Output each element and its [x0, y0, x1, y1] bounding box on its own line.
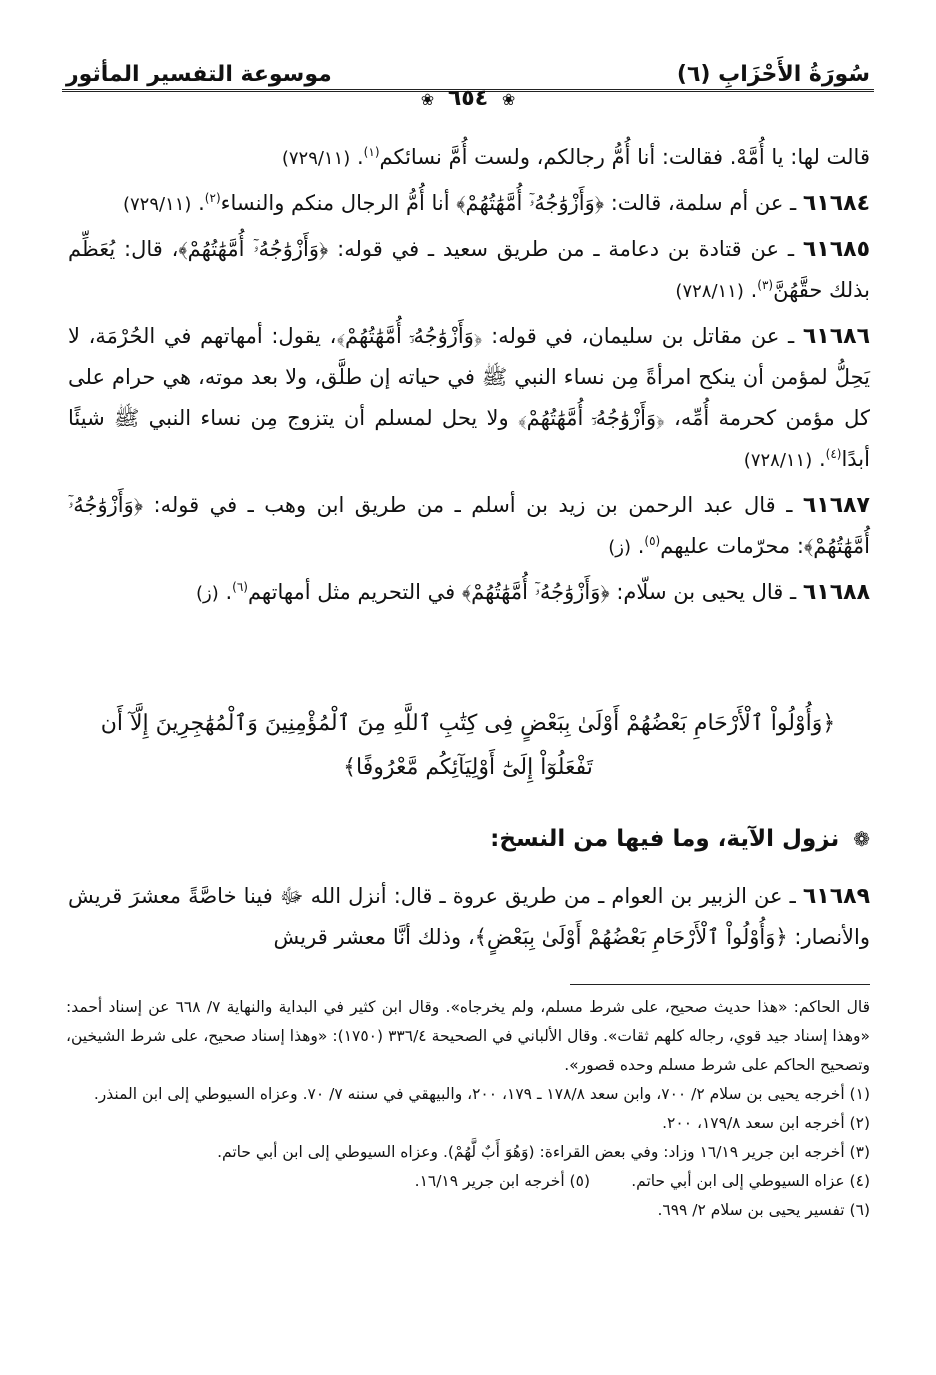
paragraph-text: قالت لها: يا أُمَّهْ. فقالت: أنا أُمُّ رجالكم، ولست أُمَّ نسائكم	[379, 145, 870, 169]
footnote-divider	[570, 984, 870, 985]
hadith-number: ٦١٦٨٩	[802, 884, 870, 909]
footnote: (٥) أخرجه ابن جرير ١٦/١٩.	[414, 1172, 590, 1190]
hadith-number: ٦١٦٨٧	[802, 493, 870, 518]
hadith-number: ٦١٦٨٦	[802, 324, 870, 349]
ornament-icon: ❀	[501, 90, 516, 109]
volume-reference: (ز)	[196, 583, 219, 604]
footnote: (٢) أخرجه ابن سعد ١٧٩/٨، ٢٠٠.	[662, 1114, 870, 1132]
hadith-number: ٦١٦٨٨	[802, 580, 870, 605]
footnote: (٦) تفسير يحيى بن سلام ٢/ ٦٩٩.	[657, 1201, 870, 1219]
footnote-marker: (٥)	[644, 534, 661, 548]
paragraph-text: ـ قال يحيى بن سلّام: ﴿وَأَزْوَٰجُهُۥٓ أُمَّهَٰتُهُمْ﴾ في التحريم مثل أمهاتهم	[247, 580, 797, 604]
ornament-icon: ❀	[420, 90, 435, 109]
volume-reference: (٧٢٨/١١)	[743, 450, 813, 471]
book-title: موسوعة التفسير المأثور	[66, 61, 332, 87]
paragraph	[68, 485, 870, 568]
paragraph-text: ـ عن أم سلمة، قالت: ﴿وَأَزْوَٰجُهُۥٓ أُمَّهَٰتُهُمْ﴾ أنا أُمُّ الرجال منكم والنساء	[220, 191, 797, 215]
paragraph-text-end: .	[637, 534, 645, 558]
main-text-continued	[68, 876, 870, 958]
paragraph	[68, 316, 870, 481]
paragraph-text-end: .	[818, 447, 826, 471]
surah-title: سُورَةُ الأَحْزَابِ (٦)	[676, 61, 870, 87]
paragraph-text: ـ قال عبد الرحمن بن زيد بن أسلم ـ من طريق ابن وهب ـ في قوله: ﴿وَأَزْوَٰجُهُۥٓ أُمَّهَٰتُهُمْ﴾: محرّمات عليهم	[68, 493, 870, 558]
paragraph	[68, 183, 870, 225]
footnote-pair	[66, 1167, 870, 1196]
flower-ornament-icon: ❁	[853, 827, 870, 851]
footnotes	[66, 993, 870, 1225]
paragraph	[68, 137, 870, 179]
paragraph-text: ـ عن قتادة بن دعامة ـ من طريق سعيد ـ في قوله: ﴿وَأَزْوَٰجُهُۥٓ أُمَّهَٰتُهُمْ﴾، قال: يُعَظِّم بذلك حقَّهُنَّ	[68, 237, 870, 302]
footnote-marker: (٢)	[204, 191, 221, 205]
footnote: (٤) عزاه السيوطي إلى ابن أبي حاتم.	[631, 1172, 870, 1190]
verse-line: ﴿وَأُوْلُواْ ٱلْأَرْحَامِ بَعْضُهُمْ أَوْلَىٰ بِبَعْضٍ فِى كِتَٰبِ ٱللَّهِ مِنَ ٱلْمُؤْمِنِينَ وَٱلْمُهَٰجِرِينَ إِلَّآ أَن	[100, 711, 836, 736]
paragraph-text-end: .	[225, 580, 233, 604]
section-heading-text: نزول الآية، وما فيها من النسخ:	[490, 826, 840, 852]
page-number-row	[0, 86, 936, 111]
hadith-number: ٦١٦٨٥	[802, 237, 870, 262]
page-number: ٦٥٤	[447, 86, 489, 111]
quran-verse	[72, 702, 864, 790]
paragraph-text-end: .	[750, 278, 758, 302]
volume-reference: (٧٢٨/١١)	[675, 281, 744, 302]
section-heading	[68, 826, 870, 852]
paragraph	[68, 572, 870, 614]
footnote-marker: (٤)	[825, 447, 842, 461]
footnote-marker: (٦)	[232, 580, 248, 594]
paragraph-text: ـ عن الزبير بن العوام ـ من طريق عروة ـ قال: أنزل الله ﷻ فينا خاصَّةً معشرَ قريش والأنصار: ﴿وَأُوْلُواْ ٱلْأَرْحَامِ بَعْضُهُمْ أَوْلَىٰ بِبَعْضٍ﴾، وذلك أنَّا معشر قريش	[68, 884, 870, 949]
footnote: (١) أخرجه يحيى بن سلام ٢/ ٧٠٠، وابن سعد ١٧٨/٨ ـ ١٧٩، ٢٠٠، والبيهقي في سننه ٧/ ٧٠. وعزاه السيوطي إلى ابن المنذر.	[93, 1085, 870, 1103]
paragraph	[68, 229, 870, 312]
paragraph-text-end: .	[356, 145, 364, 169]
volume-reference: (٧٢٩/١١)	[281, 148, 351, 169]
paragraph-text: ـ عن مقاتل بن سليمان، في قوله: ﴿وَأَزْوَٰجُهُۥٓ أُمَّهَٰتُهُمْ﴾، يقول: أمهاتهم في الحُرْمَة، لا يَحِلُّ لمؤمن أن ينكح امرأةً مِن نساء النبي ﷺ في حياته إن طلَّق، ولا بعد موته، هي حرام على كل مؤمن كحرمة أُمِّه، ﴿وَأَزْوَٰجُهُۥٓ أُمَّهَٰتُهُمْ﴾ ولا يحل لمسلم أن يتزوج مِن نساء النبي ﷺ شيئًا أبدًا	[68, 324, 870, 471]
paragraph-text-end: .	[198, 191, 205, 215]
footnote-marker: (١)	[363, 145, 380, 159]
paragraph	[68, 876, 870, 958]
footnote-marker: (٣)	[757, 278, 774, 292]
footnote: (٣) أخرجه ابن جرير ١٦/١٩ وزاد: وفي بعض القراءة: (وَهُوَ أَبٌ لَّهُمْ). وعزاه السيوطي إلى ابن أبي حاتم.	[217, 1143, 870, 1161]
verse-line: تَفْعَلُوٓاْ إِلَىٰٓ أَوْلِيَآئِكُم مَّعْرُوفًا﴾	[343, 755, 593, 780]
footnote: قال الحاكم: «هذا حديث صحيح، على شرط مسلم، ولم يخرجاه». وقال ابن كثير في البداية والنهاية ٧/ ٦٦٨ عن إسناد أحمد: «وهذا إسناد جيد قوي، رجاله كلهم ثقات». وقال الألباني في الصحيحة ٣٣٦/٤ (١٧٥٠): «وهذا إسناد صحيح، على شرط الشيخين، وتصحيح الحاكم على شرط مسلم وحده قصور».	[66, 998, 870, 1074]
main-text	[68, 137, 870, 618]
volume-reference: (٧٢٩/١١)	[122, 194, 192, 215]
volume-reference: (ز)	[608, 537, 632, 558]
hadith-number: ٦١٦٨٤	[802, 191, 870, 216]
